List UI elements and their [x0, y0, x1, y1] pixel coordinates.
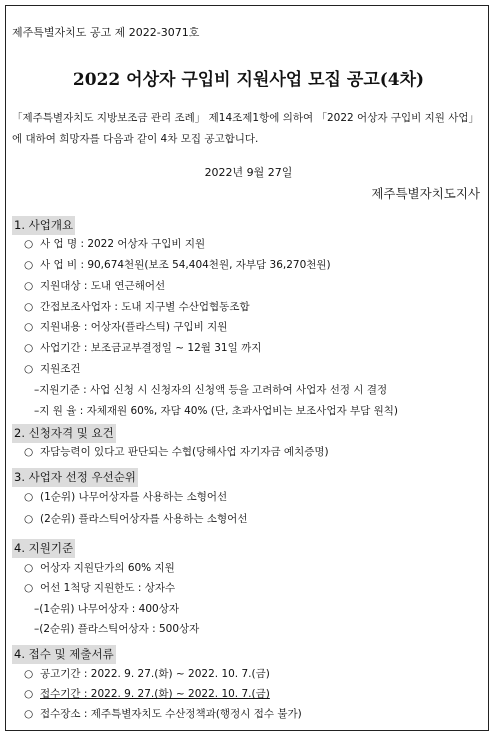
sub-list-item: –지원기준 : 사업 신청 시 신청자의 신청액 등을 고려하여 사업자 선정 시 결정	[34, 384, 388, 396]
list-item: ○ 사 업 비 : 90,674천원(보조 54,404천원, 자부담 36,270천원)	[24, 259, 331, 271]
list-item: ○ 지원내용 : 어상자(플라스틱) 구입비 지원	[24, 321, 228, 333]
circle-bullet-icon: ○	[24, 513, 34, 525]
list-item: ○ 자담능력이 있다고 판단되는 수협(당해사업 자기자금 예치증명)	[24, 446, 329, 458]
sub-list-item: –(2순위) 플라스틱어상자 : 500상자	[34, 623, 200, 635]
circle-bullet-icon: ○	[24, 688, 34, 700]
list-item: ○ 접수기간 : 2022. 9. 27.(화) ~ 2022. 10. 7.(금)	[24, 688, 270, 700]
circle-bullet-icon: ○	[24, 238, 34, 250]
sub-list-item: –지 원 율 : 자체재원 60%, 자담 40% (단, 초과사업비는 보조사업자 부담 원칙)	[34, 405, 398, 417]
issuer: 제주특별자치도지사	[371, 186, 480, 201]
circle-bullet-icon: ○	[24, 668, 34, 680]
circle-bullet-icon: ○	[24, 582, 34, 594]
circle-bullet-icon: ○	[24, 363, 34, 375]
section-title-overview: 1. 사업개요	[12, 216, 75, 235]
list-item: ○ 지원조건	[24, 363, 81, 375]
circle-bullet-icon: ○	[24, 708, 34, 720]
section-title-priority: 3. 사업자 선정 우선순위	[12, 468, 138, 487]
circle-bullet-icon: ○	[24, 259, 34, 271]
page-title: 2022 어상자 구입비 지원사업 모집 공고(4차)	[72, 70, 425, 90]
circle-bullet-icon: ○	[24, 280, 34, 292]
list-item: ○ 접수장소 : 제주특별자치도 수산정책과(행정시 접수 불가)	[24, 708, 302, 720]
circle-bullet-icon: ○	[24, 446, 34, 458]
circle-bullet-icon: ○	[24, 562, 34, 574]
section-title-criteria: 4. 지원기준	[12, 539, 75, 558]
list-item: ○ 사업기간 : 보조금교부결정일 ~ 12월 31일 까지	[24, 342, 262, 354]
circle-bullet-icon: ○	[24, 342, 34, 354]
list-item: ○ 간접보조사업자 : 도내 지구별 수산업협동조합	[24, 301, 250, 313]
circle-bullet-icon: ○	[24, 321, 34, 333]
list-item: ○ 어상자 지원단가의 60% 지원	[24, 562, 175, 574]
sub-list-item: –(1순위) 나무어상자 : 400상자	[34, 603, 180, 615]
section-title-eligibility: 2. 신청자격 및 요건	[12, 424, 116, 443]
list-item: ○ 공고기간 : 2022. 9. 27.(화) ~ 2022. 10. 7.(금)	[24, 668, 270, 680]
section-title-submission: 4. 접수 및 제출서류	[12, 645, 116, 664]
list-item: ○ 사 업 명 : 2022 어상자 구입비 지원	[24, 238, 206, 250]
intro-paragraph: 「제주특별자치도 지방보조금 관리 조례」 제14조제1항에 의하여 「2022 어상자 구입비 지원 사업」에 대하여 희망자를 다음과 같이 4차 모집 공고합니다.	[12, 112, 479, 145]
list-item: ○ 어선 1척당 지원한도 : 상자수	[24, 582, 176, 594]
list-item: ○ (1순위) 나무어상자를 사용하는 소형어선	[24, 491, 228, 503]
circle-bullet-icon: ○	[24, 491, 34, 503]
list-item: ○ 지원대상 : 도내 연근해어선	[24, 280, 166, 292]
notice-date: 2022년 9월 27일	[204, 166, 293, 179]
list-item: ○ (2순위) 플라스틱어상자를 사용하는 소형어선	[24, 513, 248, 525]
notice-number: 제주특별자치도 공고 제 2022-3071호	[12, 26, 200, 39]
circle-bullet-icon: ○	[24, 301, 34, 313]
